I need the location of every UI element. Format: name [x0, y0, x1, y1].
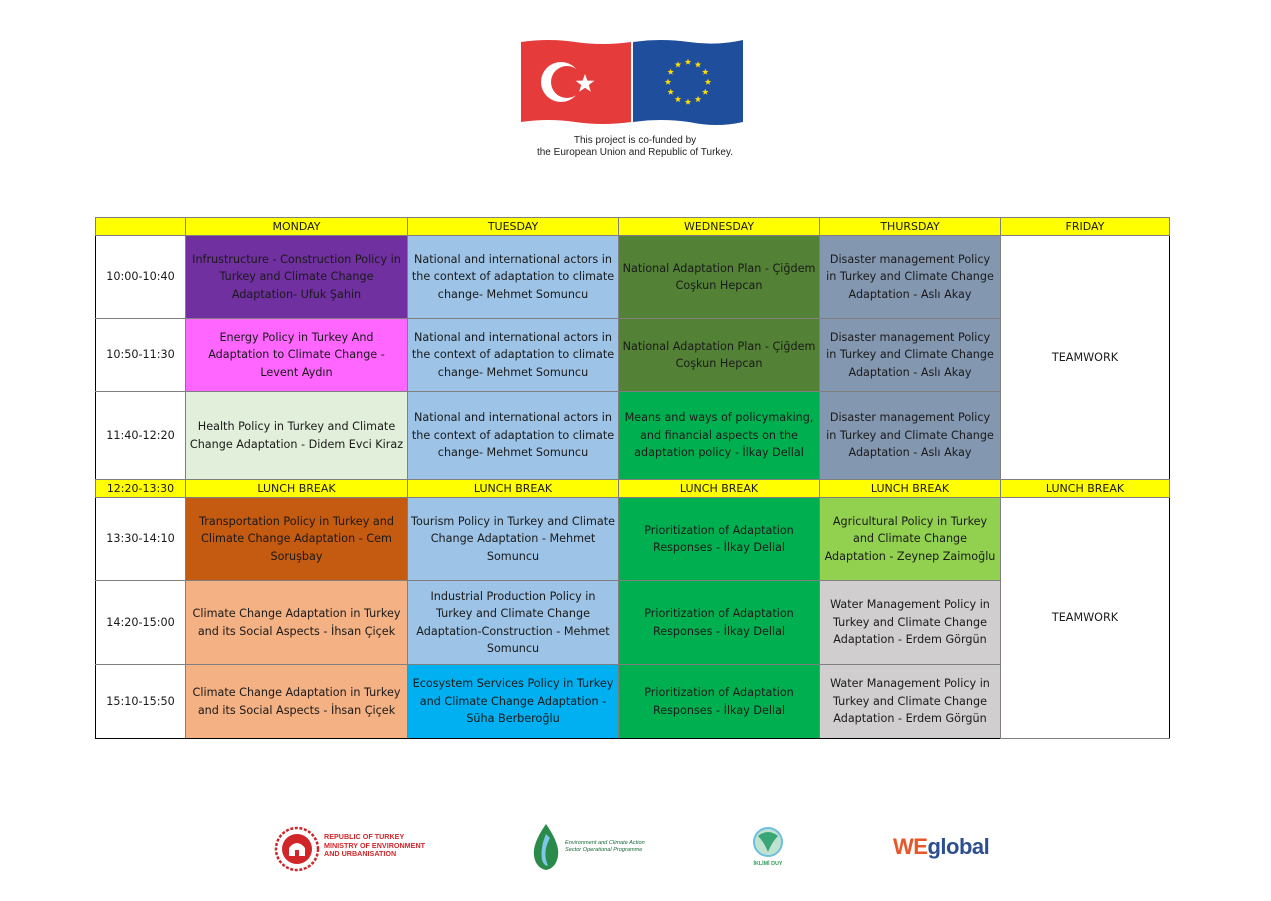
ministry-line-1: REPUBLIC OF TURKEY [324, 832, 405, 841]
leaf-drop-icon [530, 822, 562, 872]
day-header-friday: FRIDAY [1001, 218, 1170, 236]
session-cell: Health Policy in Turkey and Climate Change Adaptation - Didem Evci Kiraz [186, 392, 408, 480]
session-cell: Disaster management Policy in Turkey and Climate Change Adaptation - Aslı Akay [820, 319, 1001, 392]
cofund-line-1: This project is co-funded by [573, 135, 697, 146]
session-cell: Prioritization of Adaptation Responses - İlkay Dellal [619, 581, 820, 665]
session-cell: Water Management Policy in Turkey and Climate Change Adaptation - Erdem Görgün [820, 581, 1001, 665]
session-cell: Tourism Policy in Turkey and Climate Change Adaptation - Mehmet Somuncu [408, 498, 619, 581]
session-cell: Ecosystem Services Policy in Turkey and Climate Change Adaptation - Süha Berberoğlu [408, 665, 619, 739]
ministry-line-3: AND URBANISATION [324, 849, 397, 859]
session-cell: Disaster management Policy in Turkey and Climate Change Adaptation - Aslı Akay [820, 392, 1001, 480]
session-cell: National and international actors in the context of adaptation to climate change- Mehmet Somuncu [408, 392, 619, 480]
lunch-row [96, 480, 1170, 498]
lunch-break-cell: LUNCH BREAK [1001, 480, 1170, 498]
eu-flag-icon [633, 40, 743, 125]
cofund-caption [470, 135, 800, 159]
time-slot: 10:50-11:30 [96, 319, 186, 392]
time-slot: 10:00-10:40 [96, 236, 186, 319]
day-header-monday: MONDAY [186, 218, 408, 236]
session-row [96, 236, 1170, 319]
friday-teamwork: TEAMWORK [1001, 236, 1170, 480]
session-cell: Water Management Policy in Turkey and Climate Change Adaptation - Erdem Görgün [820, 665, 1001, 739]
lunch-break-cell: LUNCH BREAK [619, 480, 820, 498]
session-cell: National and international actors in the context of adaptation to climate change- Mehmet Somuncu [408, 319, 619, 392]
header-row [96, 218, 1170, 236]
time-slot: 13:30-14:10 [96, 498, 186, 581]
lunch-break-cell: LUNCH BREAK [186, 480, 408, 498]
session-cell: National Adaptation Plan - Çiğdem Coşkun Hepcan [619, 319, 820, 392]
ecasop-logo [530, 822, 655, 872]
session-cell: Climate Change Adaptation in Turkey and its Social Aspects - İhsan Çiçek [186, 581, 408, 665]
session-cell: Energy Policy in Turkey And Adaptation to Climate Change - Levent Aydın [186, 319, 408, 392]
session-cell: National Adaptation Plan - Çiğdem Coşkun Hepcan [619, 236, 820, 319]
iklimi-name: İKLİMİ DUY [753, 861, 783, 867]
session-cell: Means and ways of policymaking, and financial aspects on the adaptation policy - İlkay Dellal [619, 392, 820, 480]
friday-teamwork: TEAMWORK [1001, 498, 1170, 739]
ecasop-line-2: Sector Operational Programme [565, 847, 643, 853]
ministry-seal-icon [274, 826, 320, 872]
lunch-time: 12:20-13:30 [96, 480, 186, 498]
iklimi-duy-logo [746, 826, 790, 874]
flags-logo [519, 38, 745, 128]
globe-leaf-icon [746, 826, 790, 860]
time-slot: 15:10-15:50 [96, 665, 186, 739]
day-header-wednesday: WEDNESDAY [619, 218, 820, 236]
day-header-tuesday: TUESDAY [408, 218, 619, 236]
session-cell: Industrial Production Policy in Turkey and Climate Change Adaptation-Construction - Mehmet Somuncu [408, 581, 619, 665]
weglobal-global: global [927, 834, 990, 859]
lunch-break-cell: LUNCH BREAK [820, 480, 1001, 498]
ecasop-line-1: Environment and Climate Action [565, 840, 645, 846]
session-cell: Agricultural Policy in Turkey and Climate Change Adaptation - Zeynep Zaimoğlu [820, 498, 1001, 581]
time-slot: 14:20-15:00 [96, 581, 186, 665]
session-cell: Disaster management Policy in Turkey and Climate Change Adaptation - Aslı Akay [820, 236, 1001, 319]
session-row [96, 498, 1170, 581]
lunch-break-cell: LUNCH BREAK [408, 480, 619, 498]
session-cell: Prioritization of Adaptation Responses - İlkay Dellal [619, 665, 820, 739]
header-corner [96, 218, 186, 236]
cofund-line-2: the European Union and Republic of Turkey. [536, 147, 734, 158]
schedule-table [95, 217, 1170, 739]
day-header-thursday: THURSDAY [820, 218, 1001, 236]
session-cell: National and international actors in the context of adaptation to climate change- Mehmet Somuncu [408, 236, 619, 319]
ministry-logo [274, 826, 434, 874]
session-cell: Prioritization of Adaptation Responses - İlkay Dellal [619, 498, 820, 581]
weglobal-logo [893, 834, 989, 860]
turkey-flag-icon [521, 40, 631, 124]
time-slot: 11:40-12:20 [96, 392, 186, 480]
session-cell: Infrustructure - Construction Policy in Turkey and Climate Change Adaptation- Ufuk Şahin [186, 236, 408, 319]
session-cell: Transportation Policy in Turkey and Climate Change Adaptation - Cem Soruşbay [186, 498, 408, 581]
ministry-line-2: MINISTRY OF ENVIRONMENT [324, 840, 426, 850]
weglobal-we: WE [893, 834, 928, 859]
session-cell: Climate Change Adaptation in Turkey and its Social Aspects - İhsan Çiçek [186, 665, 408, 739]
